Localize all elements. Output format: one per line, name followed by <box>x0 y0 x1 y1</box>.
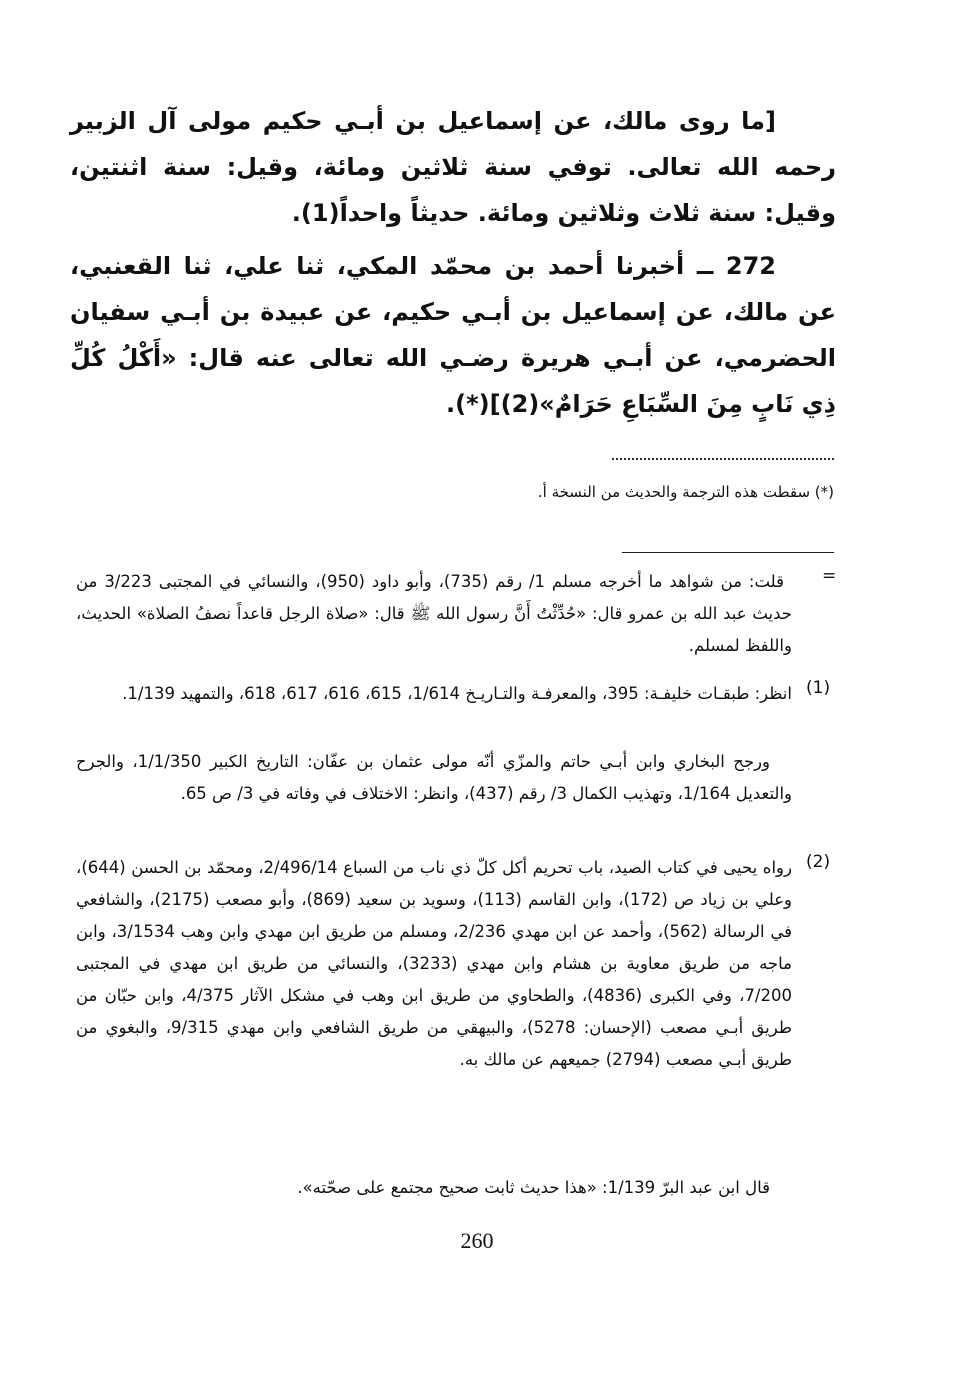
footnote-continuation: قلت: من شواهد ما أخرجه مسلم 1/ رقم (735)، وأبو داود (950)، والنسائي في المجتبى 3/223 من حديث عبد الله بن عمرو قال: «حُدِّثْتُ أَنَّ رسول الله ﷺ قال: «صلاة الرجل قاعداً نصفُ الصلاة» الحديث، واللفظ لمسلم. <box>76 572 792 655</box>
star-note: (*) سقطت هذه الترجمة والحديث من النسخة أ. <box>537 483 834 501</box>
footnote-1-text-2: ورجح البخاري وابن أبـي حاتم والمزّي أنّه مولى عثمان بن عفّان: التاريخ الكبير 1/1/350، والجرح والتعديل 1/164، وتهذيب الكمال 3/ رقم (437)، وانظر: الاختلاف في وفاته في 3/ ص 65. <box>76 752 792 803</box>
main-paragraph-1 <box>70 98 836 236</box>
footnote-2-marker: (2) <box>806 852 831 872</box>
footnote-rule <box>622 552 834 553</box>
footnote-2-text-2: قال ابن عبد البرّ 1/139: «هذا حديث ثابت صحيح مجتمع على صحّته». <box>297 1178 770 1197</box>
main-paragraph-1-text: [ما روى مالك، عن إسماعيل بن أبـي حكيم مولى آل الزبير رحمه الله تعالى. توفي سنة ثلاثين ومائة، وقيل: سنة اثنتين، وقيل: سنة ثلاث وثلاثين ومائة. حديثاً واحداً(1). <box>70 107 836 227</box>
main-paragraph-2-text: 272 ــ أخبرنا أحمد بن محمّد المكي، ثنا علي، ثنا القعنبي، عن مالك، عن إسماعيل بن أبـي حكيم، عن عبيدة بن أبـي سفيان الحضرمي، عن أبـي هريرة رضـي الله تعالى عنه قال: «أَكْلُ كُلِّ ذِي نَابٍ مِنَ السِّبَاعِ حَرَامٌ»(2)](*). <box>70 252 836 418</box>
dotted-separator <box>612 458 834 460</box>
main-paragraph-2 <box>70 243 836 427</box>
footnote-2-text: رواه يحيى في كتاب الصيد، باب تحريم أكل كلّ ذي ناب من السباع 2/496/14، ومحمّد بن الحسن (644)، وعلي بن زياد ص (172)، وابن القاسم (113)، وسويد بن سعيد (869)، وأبو مصعب (2175)، والشافعي في الرسالة (562)، وأحمد عن ابن مهدي 2/236، ومسلم من طريق ابن مهدي وابن وهب 3/1534، وابن ماجه من طريق معاوية بن هشام وابن مهدي (3233)، والنسائي من طريق ابن مهدي في المجتبى 7/200، وفي الكبرى (4836)، والطحاوي من طريق ابن وهب في مشكل الآثار 4/375، وابن حبّان من طريق أبـي مصعب (الإحسان: 5278)، والبيهقي من طريق الشافعي وابن مهدي 9/315، والبغوي من طريق أبـي مصعب (2794) جميعهم عن مالك به. <box>76 858 793 1069</box>
continuation-marker: = <box>822 566 837 586</box>
page-number: 260 <box>460 1228 494 1253</box>
footnote-1-marker: (1) <box>806 678 831 698</box>
footnote-1-text: انظر: طبقـات خليفـة: 395، والمعرفـة والتـاريـخ 1/614، 615، 616، 617، 618، والتمهيد 1/139. <box>122 684 792 703</box>
